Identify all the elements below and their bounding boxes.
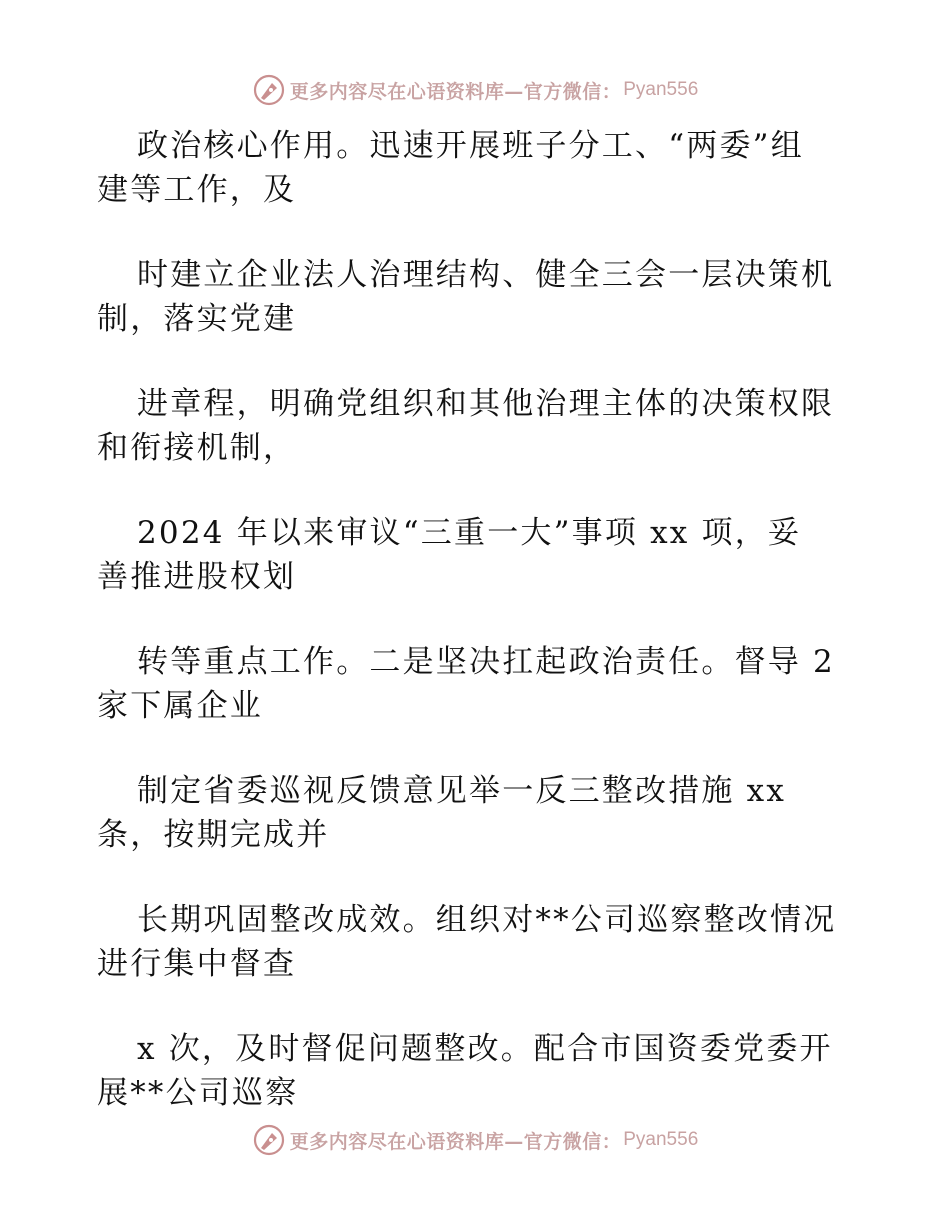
paragraph-line: 转等重点工作。二是坚决扛起政治责任。督导 2: [137, 644, 835, 680]
paragraph-line: 展**公司巡察: [97, 1075, 299, 1111]
paragraph-line: 建等工作，及: [97, 172, 297, 208]
paragraph-line: x 次，及时督促问题整改。配合市国资委党委开: [137, 1031, 833, 1067]
banner-text: 更多内容尽在心语资料库—官方微信：: [289, 80, 622, 103]
paragraph-line: 制，落实党建: [97, 301, 297, 337]
paragraph-1: [97, 124, 857, 212]
paragraph-line: 2024 年以来审议“三重一大”事项 xx 项，妥: [137, 515, 802, 551]
document-body: [97, 124, 857, 1156]
pen-nib-circle-icon: [252, 1123, 286, 1157]
paragraph-line: 时建立企业法人治理结构、健全三会一层决策机: [137, 257, 835, 293]
paragraph-line: 制定省委巡视反馈意见举一反三整改措施 xx: [137, 773, 787, 809]
paragraph-2: [97, 253, 857, 341]
paragraph-6: [97, 769, 857, 857]
paragraph-line: 长期巩固整改成效。组织对**公司巡察整改情况: [137, 902, 837, 938]
paragraph-line: 善推进股权划: [97, 559, 297, 595]
paragraph-7: [97, 898, 857, 986]
paragraph-line: 进章程，明确党组织和其他治理主体的决策权限: [137, 386, 835, 422]
paragraph-3: [97, 382, 857, 470]
paragraph-8: [97, 1027, 857, 1115]
paragraph-line: 条，按期完成并: [97, 817, 330, 853]
banner-wechat-id: Pyan556: [623, 1129, 699, 1150]
footer-watermark-banner: [0, 1120, 950, 1160]
paragraph-line: 政治核心作用。迅速开展班子分工、“两委”组: [137, 128, 804, 164]
header-watermark-banner: [0, 70, 950, 110]
paragraph-line: 进行集中督查: [97, 946, 297, 982]
paragraph-line: 和衔接机制，: [97, 430, 297, 466]
pen-nib-circle-icon: [252, 73, 286, 107]
paragraph-5: [97, 640, 857, 728]
paragraph-4: [97, 511, 857, 599]
banner-text: 更多内容尽在心语资料库—官方微信：: [289, 1130, 622, 1153]
banner-wechat-id: Pyan556: [623, 79, 699, 100]
paragraph-line: 家下属企业: [97, 688, 263, 724]
